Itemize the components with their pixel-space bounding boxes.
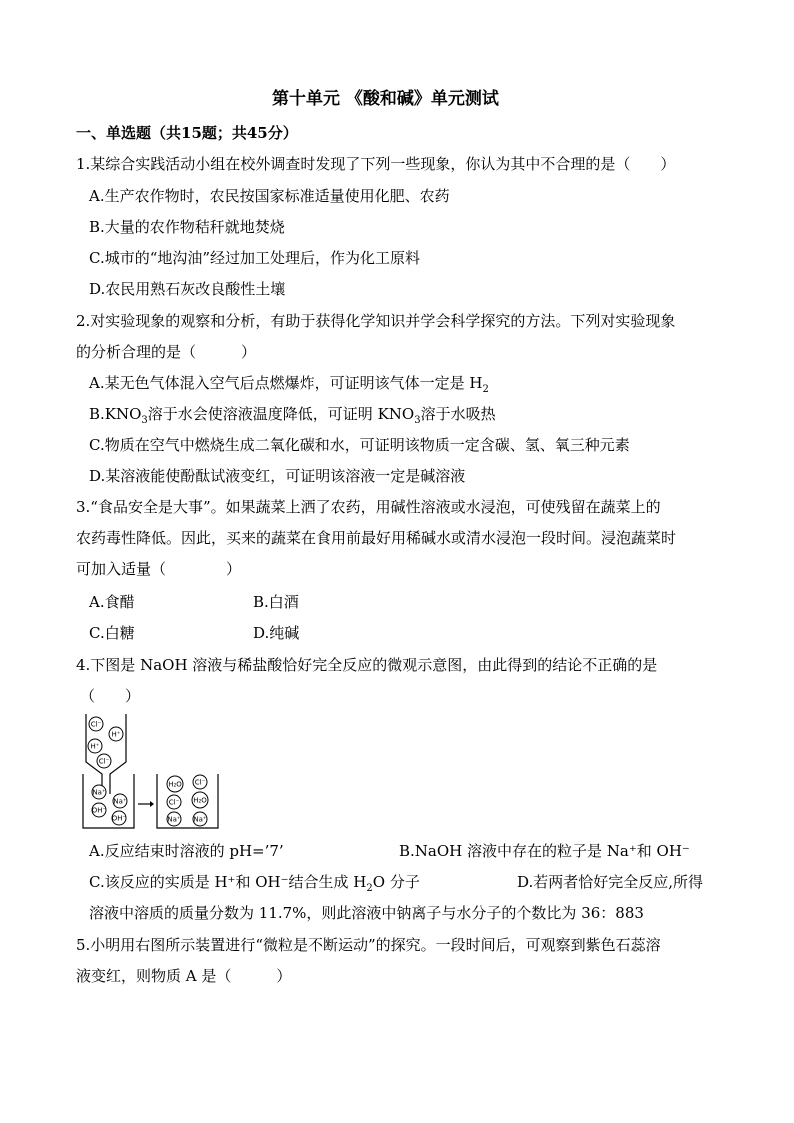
option-b-text: 溶于水吸热	[420, 405, 496, 423]
option-b-text: B.KNO	[89, 405, 142, 423]
option-a[interactable]: A.食醋	[89, 593, 135, 611]
ion-label: Cl⁻	[98, 757, 110, 766]
option-c[interactable]: C.城市的“地沟油”经过加工处理后，作为化工原料	[89, 249, 421, 267]
particle-label: Cl⁻	[194, 778, 206, 787]
right-beaker	[157, 774, 218, 828]
subscript: 2	[482, 384, 489, 395]
reaction-diagram	[82, 712, 222, 830]
option-c[interactable]: C.物质在空气中燃烧生成二氧化碳和水，可证明该物质一定含碳、氢、氧三种元素	[89, 436, 630, 454]
beaker-particle	[167, 795, 181, 809]
funnel-ion	[89, 717, 103, 731]
option-b[interactable]: B.NaOH 溶液中存在的粒子是 Na⁺和 OH⁻	[399, 842, 690, 860]
option-a[interactable]	[89, 373, 489, 393]
section-heading: 一、单选题（共15题；共45分）	[76, 124, 298, 142]
beaker-ion	[92, 803, 107, 817]
particle-label: H₂O	[193, 796, 207, 805]
option-c[interactable]	[89, 872, 420, 892]
option-d[interactable]: D.纯碱	[253, 624, 300, 642]
ion-label: OH⁻	[111, 814, 127, 823]
exam-title: 第十单元 《酸和碱》单元测试	[272, 89, 499, 109]
beaker-ion	[112, 811, 127, 825]
funnel-ion	[109, 727, 123, 741]
question-stem-cont: （ ）	[80, 687, 141, 705]
option-c[interactable]: C.白糖	[89, 624, 135, 642]
beaker-particle	[167, 812, 181, 826]
funnel-ion	[97, 754, 111, 768]
particle-label: H₂O	[168, 780, 182, 789]
question-stem-cont: 的分析合理的是（ ）	[76, 343, 257, 361]
option-a-text: A.某无色气体混入空气后点燃爆炸，可证明该气体一定是 H	[89, 374, 483, 392]
ion-label: OH⁻	[91, 806, 107, 815]
option-b[interactable]: B.大量的农作物秸秆就地焚烧	[89, 218, 285, 236]
question-stem: 5.小明用右图所示装置进行“微粒是不断运动”的探究。一段时间后，可观察到紫色石蕊溶	[76, 936, 661, 954]
option-c-text: C.该反应的实质是 H⁺和 OH⁻结合生成 H	[89, 873, 367, 891]
question-stem-cont: 农药毒性降低。因此，买来的蔬菜在食用前最好用稀碱水或清水浸泡一段时间。浸泡蔬菜时	[76, 529, 677, 547]
option-d[interactable]: D.若两者恰好完全反应,所得	[517, 873, 704, 891]
ion-label: H⁺	[90, 742, 100, 751]
ion-label: Cl⁻	[90, 720, 102, 729]
funnel-ion	[88, 739, 102, 753]
particle-label: Na⁺	[193, 815, 207, 824]
question-stem: 1.某综合实践活动小组在校外调查时发现了下列一些现象，你认为其中不合理的是（ ）	[76, 155, 676, 173]
subscript: 3	[141, 415, 148, 426]
particle-label: Cl⁻	[168, 798, 180, 807]
beaker-ion	[113, 794, 127, 808]
ion-label: Na⁺	[113, 797, 127, 806]
option-d-cont: 溶液中溶质的质量分数为 11.7%，则此溶液中钠离子与水分子的个数比为 36：883	[89, 904, 644, 922]
option-d[interactable]: D.农民用熟石灰改良酸性土壤	[89, 280, 286, 298]
particle-label: Na⁺	[167, 815, 181, 824]
beaker-particle	[193, 812, 207, 826]
option-a[interactable]: A.生产农作物时，农民按国家标准适量使用化肥、农药	[89, 187, 450, 205]
beaker-particle	[167, 776, 183, 792]
question-stem: 3.“食品安全是大事”。如果蔬菜上洒了农药，用碱性溶液或水浸泡，可使残留在蔬菜上的	[76, 498, 661, 516]
option-c-text: O 分子	[372, 873, 420, 891]
question-stem: 2.对实验现象的观察和分析，有助于获得化学知识并学会科学探究的方法。下列对实验现象	[76, 312, 676, 330]
option-b-text: 溶于水会使溶液温度降低，可证明 KNO	[147, 405, 415, 423]
subscript: 3	[414, 415, 421, 426]
option-b[interactable]	[89, 404, 496, 424]
ion-label: H⁺	[111, 730, 121, 739]
option-b[interactable]: B.白酒	[253, 593, 299, 611]
question-stem: 4.下图是 NaOH 溶液与稀盐酸恰好完全反应的微观示意图，由此得到的结论不正确的是	[76, 656, 658, 674]
option-d[interactable]: D.某溶液能使酚酞试液变红，可证明该溶液一定是碱溶液	[89, 467, 466, 485]
beaker-particle	[193, 775, 207, 789]
subscript: 2	[366, 883, 373, 894]
beaker-particle	[192, 792, 208, 808]
ion-label: Na⁺	[92, 788, 106, 797]
question-stem-cont: 液变红，则物质 A 是（ ）	[76, 967, 292, 985]
beaker-ion	[92, 785, 106, 799]
arrow-icon	[138, 801, 154, 807]
question-stem-cont: 可加入适量（ ）	[76, 560, 242, 578]
option-a[interactable]: A.反应结束时溶液的 pH=’7’	[89, 842, 284, 860]
